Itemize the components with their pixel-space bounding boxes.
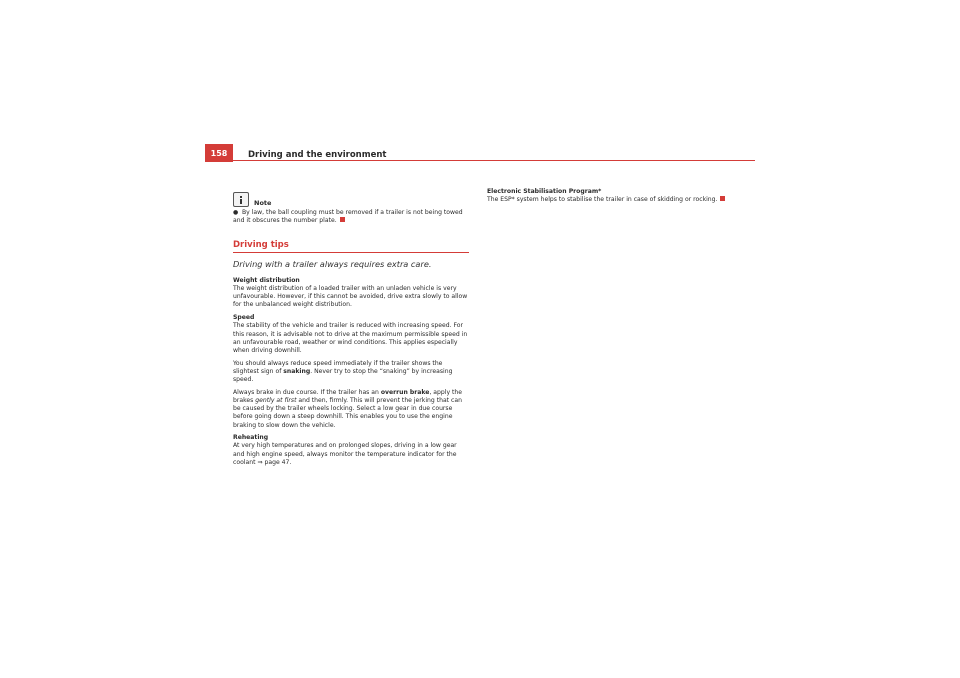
page-link[interactable]: ⇒ page 47 [257, 458, 290, 466]
reheating-heading: Reheating [233, 434, 269, 442]
note-icon [233, 192, 249, 207]
speed-text-3 [233, 389, 469, 430]
bullet-icon: ● [233, 209, 239, 216]
info-icon [236, 195, 246, 205]
page-number: 158 [205, 144, 233, 162]
speed-text-3e: and then, firmly. This will prevent the jerking that can be caused by the trailer wheels locking. Select a low gear in due course before going down a steep downhill. This enables you to use the engine braking to slow down the vehicle. [233, 396, 462, 429]
weight-text: The weight distribution of a loaded trailer with an unladen vehicle is very unfavourable. However, if this cannot be avoided, drive extra slowly to allow for the unbalanced weight distribution. [233, 285, 468, 309]
speed-heading: Speed [233, 314, 255, 322]
end-mark-icon [720, 196, 725, 201]
note-text: By law, the ball coupling must be removed if a trailer is not being towed and it obscures the number plate. [233, 209, 463, 225]
speed-text-2 [233, 360, 469, 385]
snaking-term: snaking [283, 367, 311, 375]
speed-text-2c: . Never try to stop the “snaking” by increasing speed. [233, 367, 453, 384]
reheating-body: At very high temperatures and on prolonged slopes, driving in a low gear and high engine speed, always monitor the temperature indicator for the coolant [233, 442, 457, 466]
weight-heading: Weight distribution [233, 276, 300, 284]
speed-text-3c: , apply the brakes [233, 388, 463, 404]
reheating-tail: . [289, 458, 292, 466]
section-subtitle: Driving with a trailer always requires extra care. [233, 258, 432, 269]
esp-body: The ESP* system helps to stabilise the trailer in case of skidding or rocking. [487, 196, 718, 204]
esp-text [487, 196, 727, 204]
gently-term: gently at first [255, 396, 297, 404]
note-label: Note [254, 198, 272, 207]
reheating-text [233, 442, 469, 467]
header-rule [205, 160, 755, 161]
note-header [233, 192, 469, 207]
overrun-brake-term: overrun brake [380, 388, 430, 396]
speed-text-3a: Always brake in due course. If the trailer has an [233, 388, 381, 396]
speed-text-2a: You should always reduce speed immediately if the trailer shows the slightest sign of [233, 359, 443, 375]
right-column [487, 188, 727, 209]
esp-heading: Electronic Stabilisation Program* [487, 188, 602, 195]
left-column [233, 192, 469, 472]
speed-text-1: The stability of the vehicle and trailer is reduced with increasing speed. For this reason, it is advisable not to drive at the maximum permissible speed in an unfavourable road, weather or wind conditions. This applies especially when driving downhill. [233, 322, 468, 354]
end-mark-icon [340, 217, 345, 222]
note-bullet [233, 209, 469, 225]
chapter-title: Driving and the environment [248, 150, 387, 160]
section-title: Driving tips [233, 241, 469, 252]
